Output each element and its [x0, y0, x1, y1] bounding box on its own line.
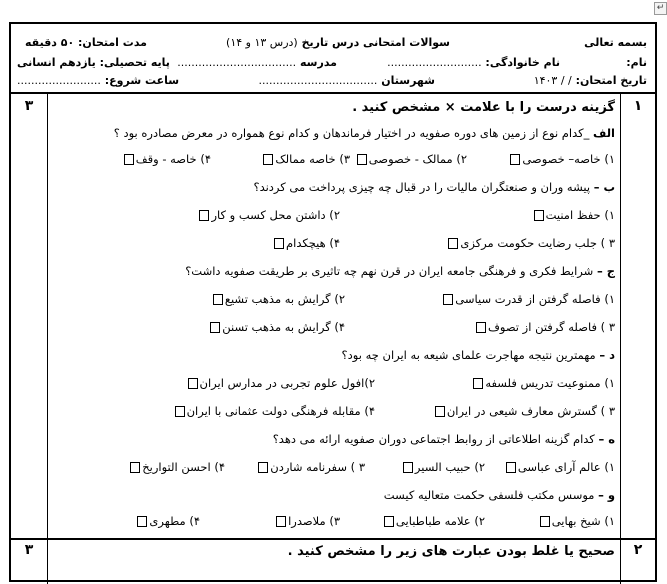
option-d3[interactable]: ۳ ) گسترش معارف شیعی در ایران — [433, 404, 615, 418]
option-d1[interactable]: ۱) ممنوعیت تدریس فلسفه — [471, 376, 615, 390]
exam-title: سوالات امتحانی درس تاریخ — [301, 36, 450, 49]
option-b2[interactable]: ۲) داشتن محل کسب و کار — [197, 208, 340, 222]
sub-question-f — [384, 488, 615, 502]
checkbox[interactable] — [443, 294, 453, 305]
checkbox[interactable] — [473, 378, 483, 389]
sub-question-b — [253, 180, 615, 194]
sub-text: _کدام نوع از زمین های دوره صفویه در اختیار فرماندهان و کدام نوع همواره در معرض مصادره بود ؟ — [113, 126, 590, 140]
name-field[interactable] — [626, 56, 647, 69]
option-a2[interactable]: ۲) ممالک - خصوصی — [355, 152, 467, 166]
checkbox[interactable] — [448, 238, 458, 249]
option-a4[interactable]: ۴) خاصه - وقف — [122, 152, 211, 166]
sub-label: الف — [593, 126, 615, 140]
checkbox[interactable] — [403, 462, 413, 473]
exam-title-row — [226, 36, 450, 49]
checkbox[interactable] — [175, 406, 185, 417]
option-b1[interactable]: ۱) حفظ امنیت — [532, 208, 615, 222]
checkbox[interactable] — [258, 462, 268, 473]
sub-label: ه – — [598, 432, 615, 446]
checkbox[interactable] — [276, 516, 286, 527]
option-b4[interactable]: ۴) هیچکدام — [272, 236, 340, 250]
option-b3[interactable]: ۳ ) جلب رضایت حکومت مرکزی — [446, 236, 615, 250]
checkbox[interactable] — [263, 154, 273, 165]
sub-question-a — [114, 126, 615, 140]
checkbox[interactable] — [476, 322, 486, 333]
question-instruction: گزینه درست را با علامت × مشخص کنید . — [352, 100, 615, 115]
option-e4[interactable]: ۴) احسن التواریخ — [128, 460, 225, 474]
option-d4[interactable]: ۴) مقابله فرهنگی دولت عثمانی با ایران — [173, 404, 375, 418]
option-a1[interactable]: ۱) خاصه– خصوصی — [508, 152, 615, 166]
school-dots: .................................. — [177, 56, 297, 69]
resize-corner-icon[interactable]: ↵ — [654, 2, 667, 15]
option-f3[interactable]: ۳) ملاصدرا — [274, 514, 340, 528]
question-1-content — [53, 94, 615, 538]
school-label: مدرسه — [300, 56, 337, 69]
family-dots: ........................... — [387, 56, 482, 69]
checkbox[interactable] — [274, 238, 284, 249]
sub-question-d — [342, 348, 615, 362]
name-label: نام: — [626, 56, 647, 69]
sub-text: پیشه وران و صنعتگران مالیات را در قبال چه چیزی پرداخت می کردند؟ — [253, 180, 591, 194]
option-f2[interactable]: ۲) علامه طباطبایی — [382, 514, 485, 528]
city-label: شهرستان — [381, 74, 435, 87]
family-field[interactable] — [387, 56, 560, 69]
start-time-field[interactable] — [17, 74, 179, 87]
checkbox[interactable] — [137, 516, 147, 527]
option-d2[interactable]: ۲)افول علوم تجربی در مدارس ایران — [186, 376, 375, 390]
question-number: ۱ — [620, 94, 655, 538]
option-c3[interactable]: ۳ ) فاصله گرفتن از تصوف — [474, 320, 615, 334]
city-dots: .................................. — [258, 74, 378, 87]
bismillah: بسمه تعالی — [584, 36, 647, 49]
question-2-row — [11, 540, 655, 584]
checkbox[interactable] — [124, 154, 134, 165]
question-score: ۳ — [11, 540, 48, 584]
option-f4[interactable]: ۴) مطهری — [135, 514, 200, 528]
option-c4[interactable]: ۴) گرایش به مذهب تسنن — [208, 320, 345, 334]
exam-sheet — [9, 22, 657, 582]
sub-text: مهمترین نتیجه مهاجرت علمای شیعه به ایران چه بود؟ — [341, 348, 596, 362]
sub-text: شرایط فکری و فرهنگی جامعه ایران در قرن نهم چه تاثیری بر طریقت صفویه داشت؟ — [185, 264, 594, 278]
date-value: / / ۱۴۰۳ — [533, 74, 572, 87]
checkbox[interactable] — [510, 154, 520, 165]
checkbox[interactable] — [540, 516, 550, 527]
sub-question-e — [273, 432, 615, 446]
checkbox[interactable] — [534, 210, 544, 221]
date-label: تاریخ امتحان: — [575, 74, 647, 87]
option-c2[interactable]: ۲) گرایش به مذهب تشیع — [211, 292, 345, 306]
option-e3[interactable]: ۳ ) سفرنامه شاردن — [256, 460, 365, 474]
checkbox[interactable] — [188, 378, 198, 389]
exam-lessons: (درس ۱۳ و ۱۴) — [226, 36, 298, 49]
family-label: نام خانوادگی: — [485, 56, 560, 69]
checkbox[interactable] — [210, 322, 220, 333]
sub-label: ب – — [593, 180, 615, 194]
exam-header — [11, 24, 655, 94]
sub-text: کدام گزینه اطلاعاتی از روابط اجتماعی دوران صفویه ارائه می دهد؟ — [272, 432, 595, 446]
question-score: ۳ — [11, 94, 48, 538]
question-instruction: صحیح یا غلط بودن عبارت های زیر را مشخص کنید . — [287, 544, 615, 559]
sub-text: موسس مکتب فلسفی حکمت متعالیه کیست — [383, 488, 595, 502]
checkbox[interactable] — [506, 462, 516, 473]
grade-label: پایه تحصیلی: یازدهم انسانی — [17, 56, 170, 69]
sub-label: ج – — [596, 264, 615, 278]
exam-duration: مدت امتحان: ۵۰ دقیقه — [25, 36, 147, 49]
checkbox[interactable] — [357, 154, 367, 165]
option-e1[interactable]: ۱) عالم آرای عباسی — [504, 460, 615, 474]
start-label: ساعت شروع: — [104, 74, 180, 87]
sub-question-c — [185, 264, 615, 278]
school-field[interactable] — [177, 56, 337, 69]
city-field[interactable] — [259, 74, 435, 87]
checkbox[interactable] — [435, 406, 445, 417]
checkbox[interactable] — [384, 516, 394, 527]
question-number: ۲ — [620, 540, 655, 584]
checkbox[interactable] — [213, 294, 223, 305]
checkbox[interactable] — [199, 210, 209, 221]
option-e2[interactable]: ۲) حبیب السیر — [401, 460, 485, 474]
start-dots: ........................ — [17, 74, 101, 87]
sub-label: د – — [599, 348, 615, 362]
date-field[interactable] — [534, 74, 647, 87]
sub-label: و – — [598, 488, 615, 502]
option-c1[interactable]: ۱) فاصله گرفتن از قدرت سیاسی — [441, 292, 615, 306]
question-1-row — [11, 94, 655, 538]
option-f1[interactable]: ۱) شیخ بهایی — [538, 514, 615, 528]
checkbox[interactable] — [130, 462, 140, 473]
option-a3[interactable]: ۳) خاصه ممالک — [261, 152, 350, 166]
question-2-content — [53, 540, 615, 584]
